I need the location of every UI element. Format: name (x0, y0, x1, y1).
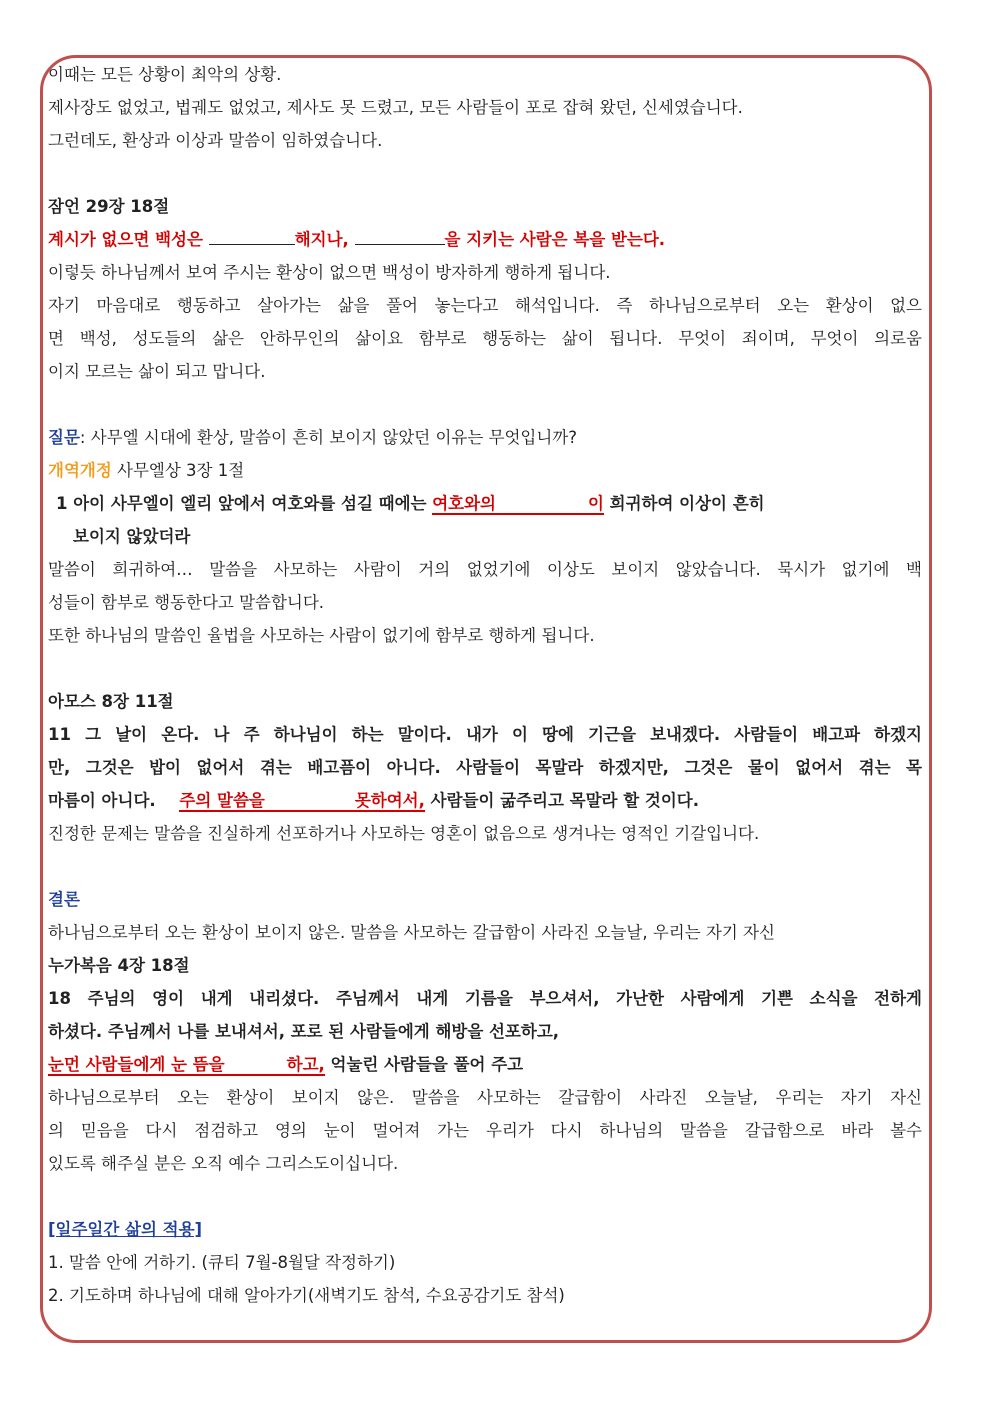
amos-verse-line-3 (48, 784, 922, 817)
proverbs-paragraph-line: 이지 모르는 삶이 되고 맙니다. (48, 362, 266, 381)
luke-verse-red-b: 하고, (286, 1055, 325, 1074)
fill-in-blank (209, 243, 295, 245)
samuel-paragraph-line: 말씀이 희귀하여… 말씀을 사모하는 사람이 거의 없었기에 이상도 보이지 않았습니다. 묵시가 없기에 백 (48, 560, 922, 579)
luke-verse-part-b: 억눌린 사람들을 풀어 주고 (324, 1055, 524, 1074)
samuel-verse-part-a: 1 아이 사무엘이 엘리 앞에서 여호와를 섬길 때에는 (56, 494, 433, 513)
samuel-verse-red-b: 이 (587, 494, 604, 513)
fill-in-blank (355, 243, 445, 245)
amos-paragraph-line: 진정한 문제는 말씀을 진실하게 선포하거나 사모하는 영혼이 없음으로 생겨나는 영적인 기갈입니다. (48, 824, 760, 843)
luke-verse-red (48, 1055, 325, 1076)
application-label: [일주일간 삶의 적용] (48, 1220, 203, 1239)
intro-line-2: 제사장도 없었고, 법궤도 없었고, 제사도 못 드렸고, 모든 사람들이 포로 잡혀 왔던, 신세였습니다. (48, 98, 743, 117)
proverbs-verse-part-a: 계시가 없으면 백성은 (48, 230, 209, 249)
bible-version-label: 개역개정 (48, 461, 112, 480)
spacer (48, 388, 922, 421)
proverbs-verse (48, 223, 922, 256)
luke-verse-red-a: 눈먼 사람들에게 눈 뜸을 (48, 1055, 225, 1074)
conclusion-label: 결론 (48, 890, 80, 909)
closing-paragraph-line: 하나님으로부터 오는 환상이 보이지 않은. 말씀을 사모하는 갈급함이 사라진 오늘날, 우리는 자기 자신 (48, 1088, 922, 1107)
spacer (48, 157, 922, 190)
proverbs-paragraph-line: 면 백성, 성도들의 삶은 안하무인의 삶이요 함부로 행동하는 삶이 됩니다. 무엇이 죄이며, 무엇이 의로움 (48, 329, 922, 348)
amos-verse-part-b: 사람들이 굶주리고 목말라 할 것이다. (424, 791, 699, 810)
question-line (48, 421, 922, 454)
conclusion-paragraph-line: 하나님으로부터 오는 환상이 보이지 않은. 말씀을 사모하는 갈급함이 사라진 오늘날, 우리는 자기 자신 (48, 923, 775, 942)
proverbs-paragraph-line: 이렇듯 하나님께서 보여 주시는 환상이 없으면 백성이 방자하게 행하게 됩니다. (48, 263, 611, 282)
samuel-reference (48, 454, 922, 487)
proverbs-verse-part-c: 을 지키는 사람은 복을 받는다. (444, 230, 666, 249)
amos-reference: 아모스 8장 11절 (48, 692, 174, 711)
samuel-paragraph-line: 또한 하나님의 말씀인 율법을 사모하는 사람이 없기에 함부로 행하게 됩니다. (48, 626, 595, 645)
samuel-ref-text: 사무엘상 3장 1절 (111, 461, 245, 480)
spacer (48, 850, 922, 883)
proverbs-reference: 잠언 29장 18절 (48, 197, 170, 216)
spacer (48, 1180, 922, 1213)
proverbs-paragraph-line: 자기 마음대로 행동하고 살아가는 삶을 풀어 놓는다고 해석입니다. 즉 하나님으로부터 오는 환상이 없으 (48, 296, 922, 315)
amos-verse-part-a: 마름이 아니다. (48, 791, 162, 810)
samuel-verse-red (432, 494, 604, 515)
luke-verse-line-3 (48, 1048, 922, 1081)
sermon-content (48, 58, 922, 1312)
closing-paragraph-line: 있도록 해주실 분은 오직 예수 그리스도이십니다. (48, 1154, 399, 1173)
application-item: 2. 기도하며 하나님에 대해 알아가기(새벽기도 참석, 수요공감기도 참석) (48, 1286, 565, 1305)
samuel-verse-line-2: 보이지 않았더라 (73, 527, 191, 546)
spacer (48, 652, 922, 685)
amos-verse-red (179, 791, 424, 812)
application-item: 1. 말씀 안에 거하기. (큐티 7월-8월달 작정하기) (48, 1253, 396, 1272)
amos-verse-red-b: 못하여서, (354, 791, 425, 810)
proverbs-verse-part-b: 해지나, (294, 230, 355, 249)
question-text: : 사무엘 시대에 환상, 말씀이 흔히 보이지 않았던 이유는 무엇입니까? (79, 428, 578, 447)
closing-paragraph-line: 의 믿음을 다시 점검하고 영의 눈이 멀어져 가는 우리가 다시 하나님의 말씀을 갈급함으로 바라 볼수 (48, 1121, 922, 1140)
intro-line-3: 그런데도, 환상과 이상과 말씀이 임하였습니다. (48, 131, 383, 150)
luke-reference: 누가복음 4장 18절 (48, 956, 190, 975)
luke-verse-line: 18 주님의 영이 내게 내리셨다. 주님께서 내게 기름을 부으셔서, 가난한 사람에게 기쁜 소식을 전하게 (48, 989, 922, 1008)
luke-verse-line: 하셨다. 주님께서 나를 보내셔서, 포로 된 사람들에게 해방을 선포하고, (48, 1022, 560, 1041)
question-label: 질문 (48, 428, 80, 447)
amos-verse-line: 11 그 날이 온다. 나 주 하나님이 하는 말이다. 내가 이 땅에 기근을 보내겠다. 사람들이 배고파 하겠지 (48, 725, 922, 744)
amos-verse-red-a: 주의 말씀을 (179, 791, 265, 810)
samuel-verse-red-a: 여호와의 (432, 494, 496, 513)
samuel-paragraph-line: 성들이 함부로 행동한다고 말씀합니다. (48, 593, 325, 612)
samuel-verse-part-b: 희귀하여 이상이 흔히 (603, 494, 765, 513)
amos-verse-line: 만, 그것은 밥이 없어서 겪는 배고픔이 아니다. 사람들이 목말라 하겠지만, 그것은 물이 없어서 겪는 목 (48, 758, 922, 777)
samuel-verse-line-1 (48, 487, 922, 520)
intro-line-1: 이때는 모든 상황이 최악의 상황. (48, 65, 282, 84)
